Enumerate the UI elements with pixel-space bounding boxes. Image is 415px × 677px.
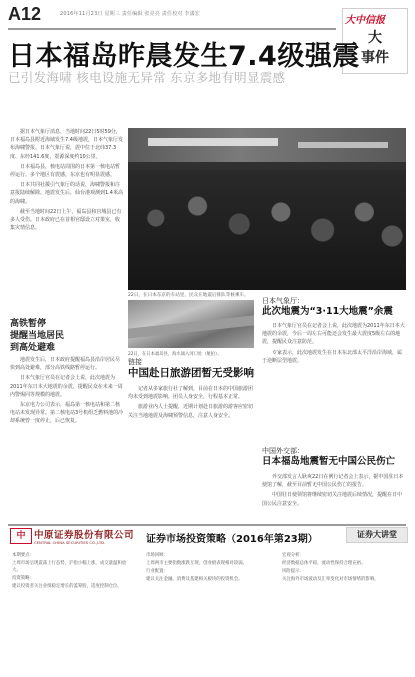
right2-paragraph: 外交部发言人耿爽22日在例行记者会上表示，据中国驻日本使馆了解，截至目前暂无中国公民伤亡的报告。 <box>262 474 404 489</box>
lead-paragraph: 日本福岛县，核电站周围的日本第一核电站暂停运行。多个地区有震感，东京也有明显震感。 <box>10 163 121 179</box>
mid-heading: 中国赴日旅游团暂无受影响 <box>128 367 254 379</box>
mid-section-body <box>128 385 254 422</box>
broker-logo-icon: 中 <box>10 528 32 544</box>
lead-paragraph: 据日本气象厅消息，当地时间22日5时59分，日本福岛县附近海域发生7.4级地震，日本气象厅发布海啸警报。日本气象厅说，震中位于北纬37.3度、东经141.6度，震源深度约10公里。 <box>10 129 123 160</box>
photo-crowd <box>128 170 406 290</box>
ad-line: 行业配置： <box>146 569 168 574</box>
left-heading-line: 提醒当地居民 <box>10 331 65 341</box>
right-section-1-heading <box>262 296 406 318</box>
ad-line: 经济数据总体平稳，流动性保持合理充裕。 <box>282 561 366 566</box>
advertisement <box>8 524 406 672</box>
right-section-1-body <box>262 322 406 367</box>
photo-caption: 22日，在日本东京的车站里，民众在地震后排队等候乘车。 <box>128 293 249 298</box>
right1-label: 日本气象厅： <box>262 297 304 305</box>
logo-brand: 大中信报 <box>345 15 385 26</box>
ad-line: 宏观分析： <box>282 553 304 558</box>
right2-label: 中国外交部： <box>262 447 304 455</box>
ad-line: 市场回顾： <box>146 553 168 558</box>
ad-line: 建议投资者关注业绩稳定增长的蓝筹股，适度控制仓位。 <box>12 584 122 589</box>
lead-paragraph: 截至当地时间22日上午，福岛县和宫城县已有多人受伤。日本政府已在首相官邸设立对策室，收集灾情信息。 <box>10 208 122 232</box>
aerial-caption: 22日，在日本福岛县，海水涌入河口处（航拍）。 <box>128 352 222 357</box>
ad-line: 风险提示： <box>282 569 304 574</box>
photo-light <box>298 142 388 148</box>
left-paragraph: 日本气象厅官员在记者会上说，此次地震为2011年东日本大地震的余震，提醒民众在未来一周内警惕同等规模的地震。 <box>10 375 123 398</box>
ad-line: 关注海外市场波动及汇率变化对市场情绪的影响。 <box>282 577 379 582</box>
photo-light <box>148 138 278 146</box>
left-heading-line: 高铁暂停 <box>10 319 47 329</box>
logo-line-2: 事件 <box>361 50 389 66</box>
right-section-2-body <box>262 473 406 510</box>
mid-section-heading <box>128 357 254 379</box>
right1-paragraph: 专家表示，此次地震发生在日本东北部太平洋沿岸海域，属于逆断层型地震。 <box>262 349 403 364</box>
right2-heading: 日本福岛地震暂无中国公民伤亡 <box>262 456 396 467</box>
left-paragraph: 东京电力公司表示，福岛第一核电站和第二核电站未发现异常。第二核电站3号机组乏燃料池的冷却系统曾一度停止，后已恢复。 <box>10 402 124 425</box>
right2-paragraph: 中国驻日使领馆将继续密切关注地震后续情况，提醒在日中国公民注意安全。 <box>262 492 403 507</box>
ad-line: 上周市场呈现震荡上行态势，沪指小幅上涨，成交量温和放大。 <box>12 561 127 573</box>
ad-column <box>146 552 270 584</box>
subheadline: 已引发海啸 核电设施无异常 东京多地有明显震感 <box>8 70 286 85</box>
ad-line: 建议关注金融、消费及基建相关板块的投资机会。 <box>146 577 243 582</box>
ad-line: 上周两市主要指数涨跌互现，创业板表现相对较弱。 <box>146 561 247 566</box>
right-section-2-heading <box>262 446 406 468</box>
ad-column <box>12 552 132 591</box>
ad-company-name: 中原证券股份有限公司 <box>34 530 135 541</box>
ad-line: 投资策略： <box>12 576 34 581</box>
header-meta: 2016年11月23日 星期三 责任编辑 张亮亮 责任校对 李潇宏 <box>60 11 200 17</box>
header-rule <box>8 28 336 30</box>
lead-article <box>10 128 124 234</box>
photo-river <box>128 315 254 338</box>
left-section-body <box>10 356 124 428</box>
left-paragraph: 地震发生后，日本政府提醒福岛县沿岸居民尽快到高处避难，部分高铁线路暂停运行。 <box>10 357 121 372</box>
ad-badge: 证券大讲堂 <box>346 527 408 543</box>
ad-line: 本期要点： <box>12 553 34 558</box>
lead-paragraph: 日本共同社援引气象厅的话说，海啸警报和注意报陆续解除。地震发生后，仙台港观测到1.4米高的海啸。 <box>10 182 123 205</box>
right1-paragraph: 日本气象厅官员在记者会上说，此次地震为2011年东日本大地震的余震，今后一周左右可能还会发生最大震度5级左右的地震，提醒民众注意防范。 <box>262 323 405 346</box>
page-number: A12 <box>8 4 42 24</box>
main-headline: 日本福岛昨晨发生7.4级强震 <box>8 41 360 72</box>
mid-paragraph: 旅游业内人士提醒，近期计划赴日旅游的游客应密切关注当地地震及海啸预警信息，注意人身安全。 <box>128 404 254 419</box>
news-photo-crowd <box>128 128 406 290</box>
ad-title: 证券市场投资策略（2016年第23期） <box>146 534 318 545</box>
logo-line-1: 大 <box>368 30 382 46</box>
ad-company-name-en: CENTRAL CHINA SECURITIES CO.,LTD. <box>34 540 106 545</box>
right1-heading: 此次地震为“3·11大地震”余震 <box>262 306 393 317</box>
left-section-heading <box>10 318 124 354</box>
ad-column <box>282 552 404 584</box>
mid-paragraph: 记者从多家旅行社了解到，目前在日本的中国旅游团均未受到地震影响，团员人身安全，行程基本正常。 <box>128 386 254 401</box>
left-heading-line: 到高处避难 <box>10 343 56 353</box>
mid-label: 链接 <box>128 358 142 366</box>
news-photo-aerial <box>128 300 254 348</box>
